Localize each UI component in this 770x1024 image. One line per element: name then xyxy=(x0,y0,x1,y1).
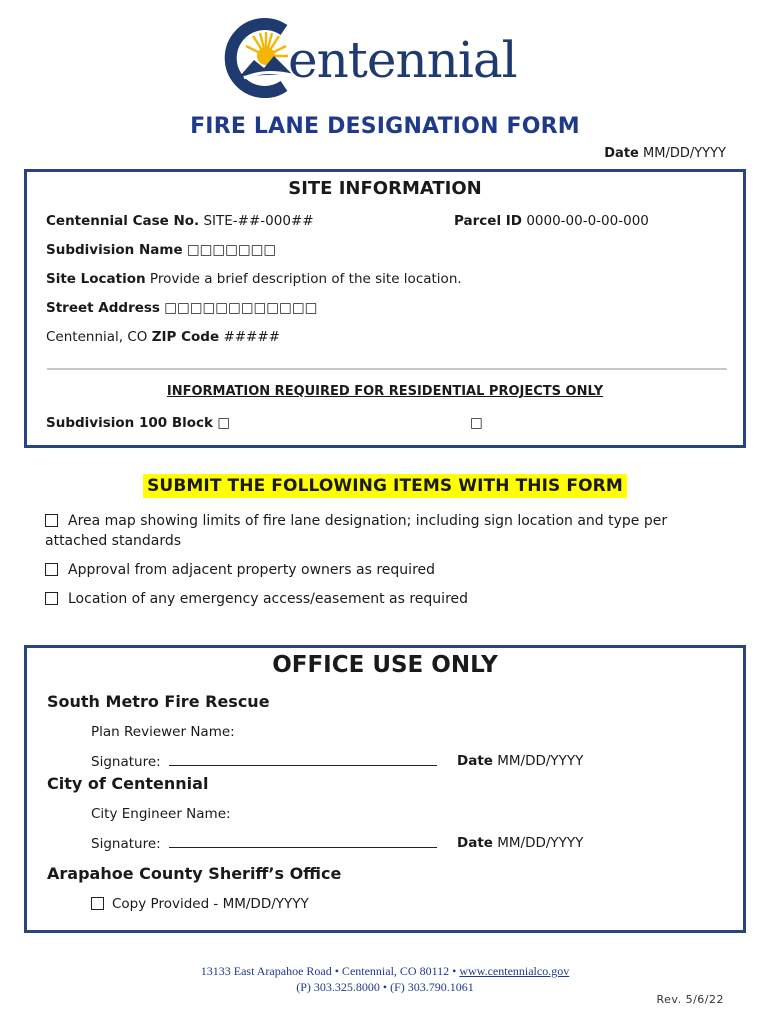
smfr-date-label: Date xyxy=(457,753,493,769)
subdivision-name-row xyxy=(46,242,276,258)
copy-provided-checkbox[interactable] xyxy=(91,897,104,910)
footer-phones: (P) 303.325.8000 • (F) 303.790.1061 xyxy=(296,980,474,994)
residential-projects-heading: INFORMATION REQUIRED FOR RESIDENTIAL PROJECTS ONLY xyxy=(166,384,604,399)
office-use-heading: OFFICE USE ONLY xyxy=(272,652,498,678)
street-address-label: Street Address xyxy=(46,300,160,316)
zip-code-label: ZIP Code xyxy=(151,329,220,345)
footer-address: 13133 East Arapahoe Road • Centennial, CO 80112 • xyxy=(200,964,457,978)
street-address-row xyxy=(46,300,317,316)
smfr-date-row xyxy=(457,753,583,769)
city-text: Centennial, CO xyxy=(46,329,148,345)
form-title: FIRE LANE DESIGNATION FORM xyxy=(190,114,580,139)
submit-item-emergency-access xyxy=(45,589,468,609)
approval-checkbox[interactable] xyxy=(45,563,58,576)
parcel-id-row xyxy=(454,213,649,229)
footer-address-row xyxy=(0,963,770,979)
revision-label: Rev. 5/6/22 xyxy=(656,993,724,1006)
city-signature-row xyxy=(91,835,437,852)
smfr-heading: South Metro Fire Rescue xyxy=(47,692,270,711)
copy-provided-row xyxy=(91,896,309,912)
subdivision-name-field[interactable]: □□□□□□□ xyxy=(186,242,277,258)
city-date-label: Date xyxy=(457,835,493,851)
city-heading: City of Centennial xyxy=(47,774,209,793)
site-location-label: Site Location xyxy=(46,271,146,287)
footer-website-link[interactable]: www.centennialco.gov xyxy=(459,964,570,978)
site-location-field[interactable]: Provide a brief description of the site location. xyxy=(149,271,462,287)
smfr-date-field[interactable]: MM/DD/YYYY xyxy=(497,753,584,769)
city-date-field[interactable]: MM/DD/YYYY xyxy=(497,835,584,851)
block-row xyxy=(46,415,230,431)
top-date xyxy=(604,146,726,161)
city-signature-label: Signature: xyxy=(91,836,161,852)
submit-item-approval xyxy=(45,560,435,580)
subdivision-name-label: Subdivision Name xyxy=(46,242,183,258)
submit-item-area-map xyxy=(45,511,667,551)
block-field-2[interactable]: □ xyxy=(470,415,483,431)
zip-code-field[interactable]: ##### xyxy=(223,329,280,345)
city-engineer-label: City Engineer Name: xyxy=(91,806,231,822)
city-signature-line[interactable] xyxy=(169,835,437,848)
case-number-field[interactable]: SITE-##-000## xyxy=(203,213,314,229)
site-information-heading: SITE INFORMATION xyxy=(288,178,482,199)
submit-items-heading: SUBMIT THE FOLLOWING ITEMS WITH THIS FORM xyxy=(143,474,627,498)
site-information-section xyxy=(24,169,746,448)
emergency-access-checkbox[interactable] xyxy=(45,592,58,605)
footer xyxy=(0,963,770,995)
case-number-label: Centennial Case No. xyxy=(46,213,200,229)
copy-provided-label: Copy Provided - MM/DD/YYYY xyxy=(112,896,309,912)
smfr-signature-label: Signature: xyxy=(91,754,161,770)
area-map-label-cont: attached standards xyxy=(45,533,182,549)
plan-reviewer-label: Plan Reviewer Name: xyxy=(91,724,235,740)
parcel-id-field[interactable]: 0000-00-0-00-000 xyxy=(526,213,649,229)
parcel-id-label: Parcel ID xyxy=(454,213,523,229)
section-divider xyxy=(47,368,727,370)
city-date-row xyxy=(457,835,583,851)
block-field-2-row xyxy=(470,415,483,431)
smfr-signature-row xyxy=(91,753,437,770)
smfr-signature-line[interactable] xyxy=(169,753,437,766)
sheriff-heading: Arapahoe County Sheriff’s Office xyxy=(47,864,342,883)
block-label: Subdivision 100 Block xyxy=(46,415,214,431)
logo-wordmark: entennial xyxy=(288,31,517,89)
approval-label: Approval from adjacent property owners as required xyxy=(68,562,436,578)
area-map-checkbox[interactable] xyxy=(45,514,58,527)
emergency-access-label: Location of any emergency access/easement as required xyxy=(68,591,469,607)
submit-items-heading-wrap xyxy=(0,474,770,498)
city-zip-row xyxy=(46,329,280,345)
top-date-label: Date xyxy=(604,146,639,161)
top-date-field[interactable]: MM/DD/YYYY xyxy=(643,146,726,161)
block-field[interactable]: □ xyxy=(217,415,231,431)
case-number-row xyxy=(46,213,314,229)
area-map-label: Area map showing limits of fire lane designation; including sign location and type per xyxy=(68,513,668,529)
site-location-row xyxy=(46,271,462,287)
office-use-section xyxy=(24,645,746,933)
centennial-logo xyxy=(222,16,552,100)
street-address-field[interactable]: □□□□□□□□□□□□ xyxy=(164,300,318,316)
